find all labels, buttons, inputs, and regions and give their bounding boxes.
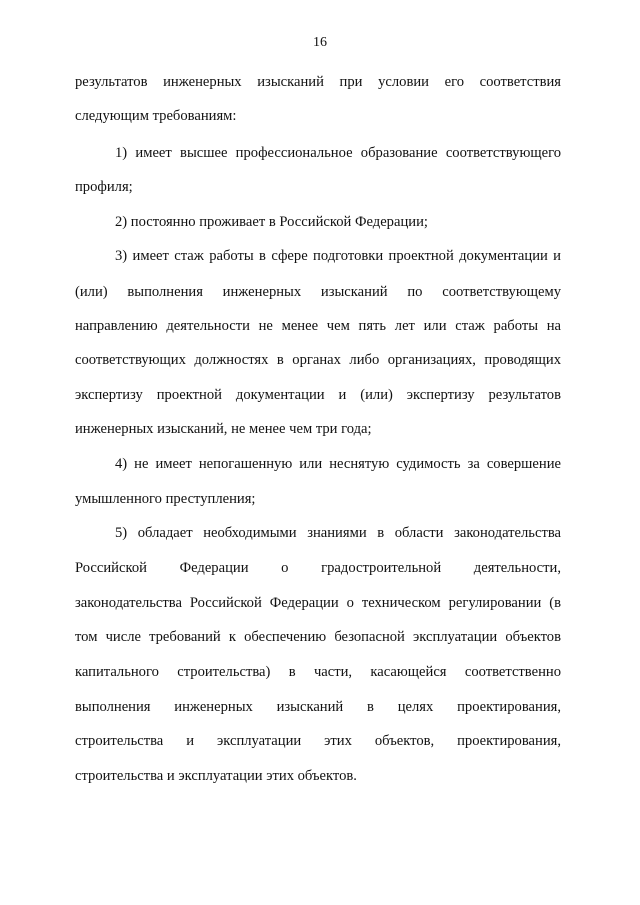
text-line: направлению деятельности не менее чем пять лет или стаж работы на	[75, 318, 561, 334]
text-line: Российской Федерации о градостроительной деятельности,	[75, 560, 561, 576]
page-number: 16	[313, 35, 327, 50]
text-line: 3) имеет стаж работы в сфере подготовки проектной документации и	[115, 248, 561, 264]
text-line: результатов инженерных изысканий при условии его соответствия	[75, 74, 561, 90]
text-line: следующим требованиям:	[75, 108, 237, 124]
text-line: 2) постоянно проживает в Российской Федерации;	[115, 214, 428, 230]
text-line: 4) не имеет непогашенную или неснятую судимость за совершение	[115, 456, 561, 472]
text-line: 1) имеет высшее профессиональное образование соответствующего	[115, 145, 561, 161]
text-line: профиля;	[75, 179, 133, 195]
text-line: капитального строительства) в части, касающейся соответственно	[75, 664, 561, 680]
text-line: инженерных изысканий, не менее чем три года;	[75, 421, 372, 437]
text-line: умышленного преступления;	[75, 491, 256, 507]
text-line: (или) выполнения инженерных изысканий по соответствующему	[75, 284, 561, 300]
text-line: соответствующих должностях в органах либо организациях, проводящих	[75, 352, 561, 368]
text-line: 5) обладает необходимыми знаниями в области законодательства	[115, 525, 561, 541]
text-line: строительства и эксплуатации этих объектов.	[75, 768, 357, 784]
text-line: выполнения инженерных изысканий в целях проектирования,	[75, 699, 561, 715]
text-line: законодательства Российской Федерации о техническом регулировании (в	[75, 595, 561, 611]
text-line: строительства и эксплуатации этих объектов, проектирования,	[75, 733, 561, 749]
text-line: экспертизу проектной документации и (или) экспертизу результатов	[75, 387, 561, 403]
text-line: том числе требований к обеспечению безопасной эксплуатации объектов	[75, 629, 561, 645]
